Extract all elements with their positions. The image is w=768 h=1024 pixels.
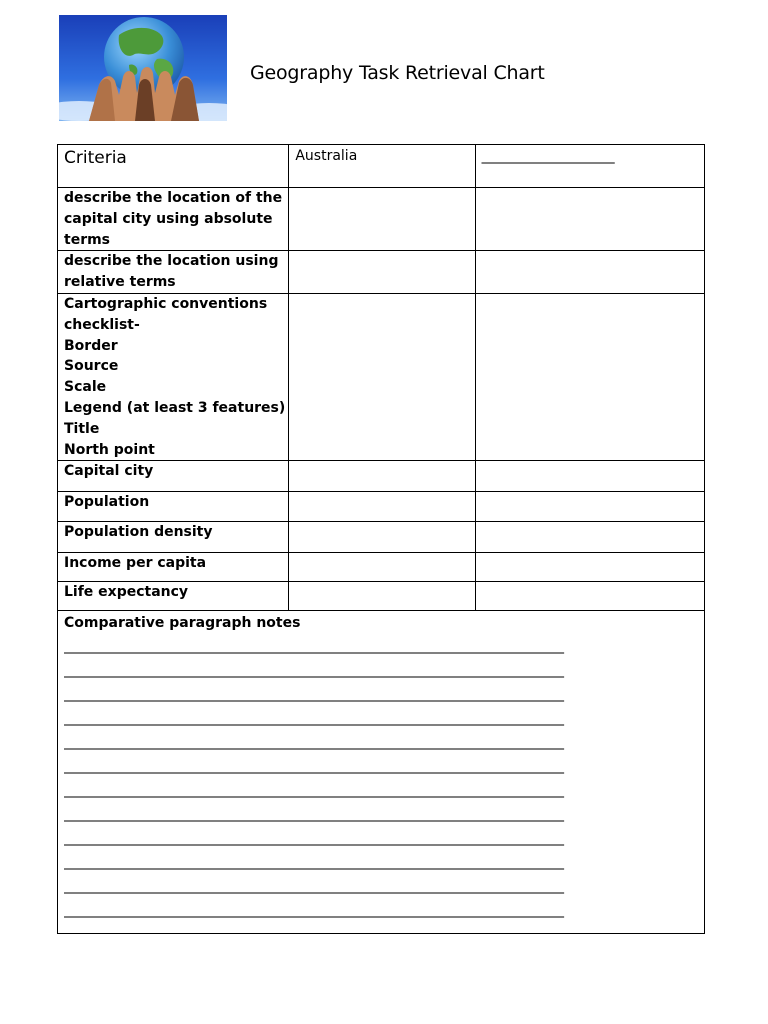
criteria-cell: [58, 293, 289, 460]
criteria-line: terms: [64, 231, 111, 248]
document-title: Geography Task Retrieval Chart: [250, 62, 545, 84]
criteria-line: describe the location of the: [64, 190, 283, 206]
criteria-line: Population: [64, 494, 150, 511]
notes-row: [58, 611, 705, 934]
criteria-line: relative terms: [64, 274, 176, 291]
notes-writing-line[interactable]: ______________________________________________________________________________________: [64, 710, 563, 727]
notes-writing-line[interactable]: ______________________________________________________________________________________: [64, 878, 563, 895]
country-1-answer-cell[interactable]: [289, 553, 475, 582]
criteria-line: Title: [64, 420, 100, 437]
country-1-answer-cell[interactable]: [289, 492, 475, 522]
criteria-line: Capital city: [64, 463, 154, 480]
criteria-line: Cartographic conventions: [64, 295, 268, 312]
table-row: [58, 522, 705, 553]
country-2-answer-cell[interactable]: [475, 582, 704, 611]
country-2-answer-cell[interactable]: [475, 461, 704, 492]
criteria-line: Scale: [64, 379, 107, 396]
country-2-answer-cell[interactable]: [475, 553, 704, 582]
country-2-answer-cell[interactable]: [475, 522, 704, 553]
criteria-cell: [58, 251, 289, 294]
criteria-line: Border: [64, 337, 118, 354]
notes-writing-line[interactable]: ______________________________________________________________________________________: [64, 686, 563, 703]
criteria-cell: [58, 188, 289, 251]
country-2-answer-cell[interactable]: [475, 251, 704, 294]
table-row: [58, 251, 705, 294]
country-2-answer-cell[interactable]: [475, 188, 704, 251]
notes-writing-line[interactable]: ______________________________________________________________________________________: [64, 830, 563, 847]
criteria-cell: [58, 582, 289, 611]
country-1-header: Australia: [289, 145, 475, 188]
criteria-line: Life expectancy: [64, 584, 189, 601]
notes-writing-line[interactable]: ______________________________________________________________________________________: [64, 758, 563, 775]
country-1-answer-cell[interactable]: [289, 461, 475, 492]
table-row: [58, 582, 705, 611]
criteria-cell: [58, 553, 289, 582]
criteria-header: Criteria: [58, 145, 289, 188]
criteria-line: capital city using absolute: [64, 210, 273, 227]
criteria-line: Legend (at least 3 features): [64, 399, 286, 416]
table-row: [58, 492, 705, 522]
country-1-answer-cell[interactable]: [289, 251, 475, 294]
country-2-header-blank[interactable]: ___________________: [475, 145, 704, 188]
notes-writing-line[interactable]: ______________________________________________________________________________________: [64, 782, 563, 799]
criteria-line: Income per capita: [64, 555, 207, 572]
table-header-row: [58, 145, 705, 188]
criteria-line: Source: [64, 358, 119, 375]
country-2-answer-cell[interactable]: [475, 492, 704, 522]
country-2-answer-cell[interactable]: [475, 293, 704, 460]
country-1-answer-cell[interactable]: [289, 188, 475, 251]
criteria-cell: [58, 492, 289, 522]
country-1-answer-cell[interactable]: [289, 582, 475, 611]
notes-writing-line[interactable]: ______________________________________________________________________________________: [64, 662, 563, 679]
table-row: [58, 188, 705, 251]
criteria-cell: [58, 461, 289, 492]
comparative-notes-cell[interactable]: [58, 611, 705, 934]
comparative-notes-label: Comparative paragraph notes: [64, 615, 301, 632]
criteria-line: Population density: [64, 524, 213, 541]
notes-writing-line[interactable]: ______________________________________________________________________________________: [64, 638, 563, 655]
criteria-cell: [58, 522, 289, 553]
notes-writing-line[interactable]: ______________________________________________________________________________________: [64, 806, 563, 823]
table-row: [58, 553, 705, 582]
notes-writing-line[interactable]: ______________________________________________________________________________________: [64, 734, 563, 751]
notes-writing-line[interactable]: ______________________________________________________________________________________: [64, 854, 563, 871]
notes-lines[interactable]: [64, 635, 698, 923]
table-row: [58, 461, 705, 492]
criteria-line: describe the location using: [64, 253, 279, 270]
country-1-answer-cell[interactable]: [289, 522, 475, 553]
criteria-line: North point: [64, 441, 155, 458]
notes-writing-line[interactable]: ______________________________________________________________________________________: [64, 902, 563, 919]
country-1-answer-cell[interactable]: [289, 293, 475, 460]
criteria-line: checklist-: [64, 316, 140, 333]
hands-holding-globe-image: [59, 15, 227, 121]
table-row: [58, 293, 705, 460]
retrieval-chart-table: [57, 144, 705, 934]
